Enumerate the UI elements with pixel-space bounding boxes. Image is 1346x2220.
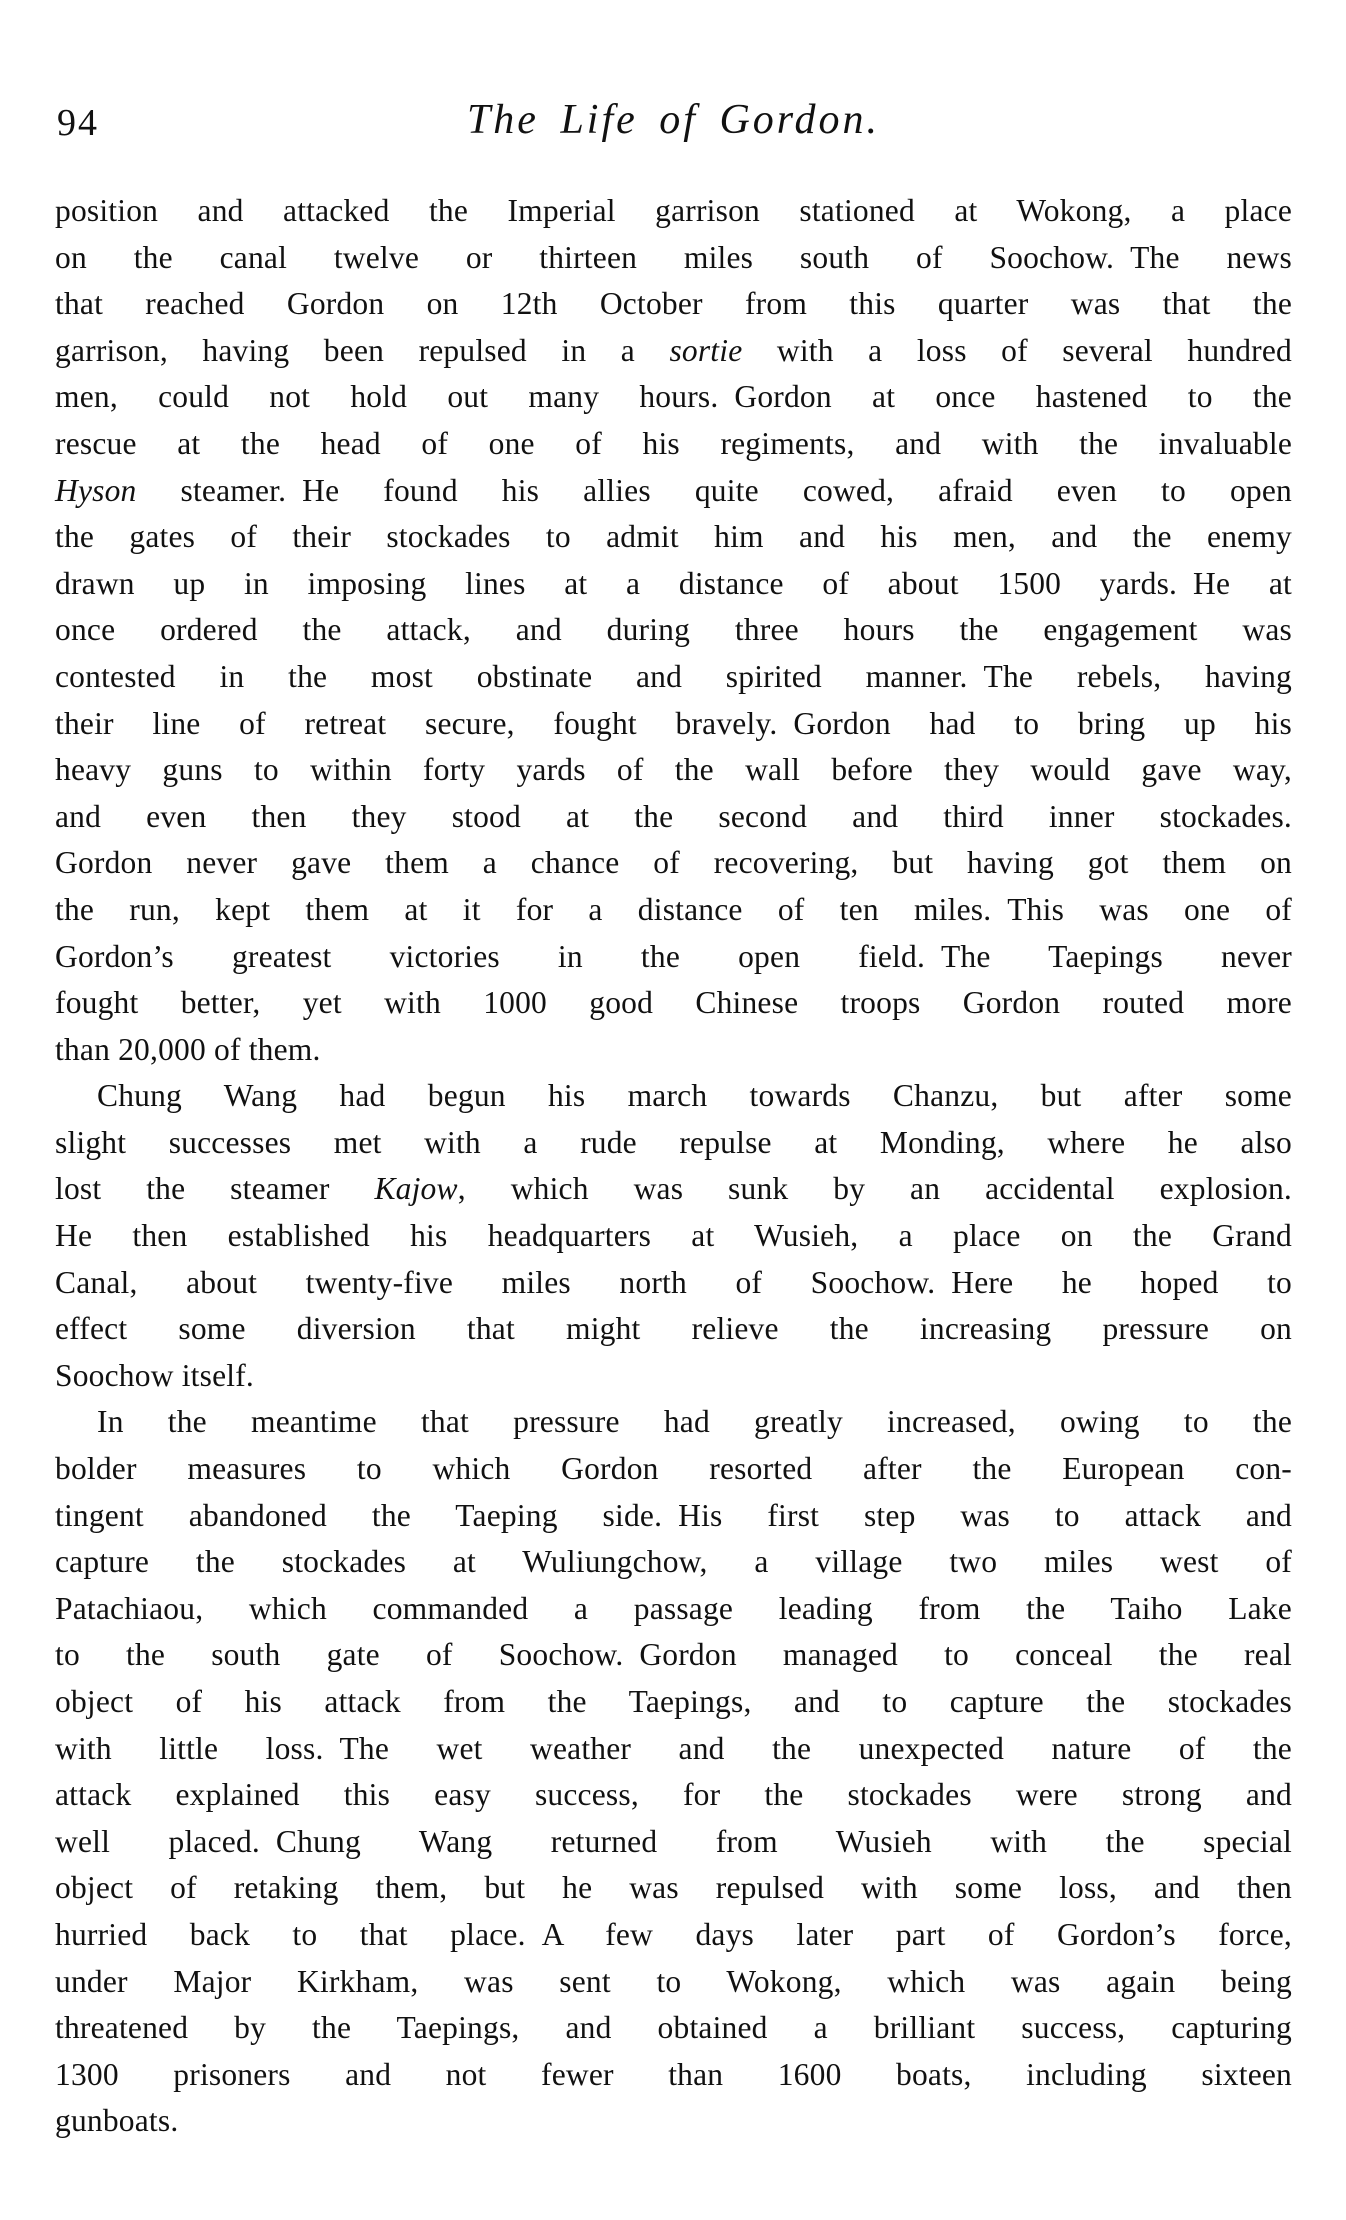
text-line: on the canal twelve or thirteen miles south of Soochow. The news xyxy=(55,239,1292,275)
text-line: attack explained this easy success, for the stockades were strong and xyxy=(55,1777,1292,1813)
text-line: Patachiaou, which commanded a passage leading from the Taiho Lake xyxy=(55,1590,1292,1626)
text-line: Chung Wang had begun his march towards Chanzu, but after some xyxy=(97,1078,1292,1114)
text-line: capture the stockades at Wuliungchow, a village two miles west of xyxy=(55,1544,1292,1580)
text-line: Soochow itself. xyxy=(55,1357,254,1393)
text-line: once ordered the attack, and during three hours the engagement was xyxy=(55,612,1292,648)
text-line: threatened by the Taepings, and obtained a brilliant success, capturing xyxy=(55,2010,1292,2046)
text-line: In the meantime that pressure had greatly increased, owing to the xyxy=(97,1404,1292,1440)
text-line: Hyson steamer. He found his allies quite cowed, afraid even to open xyxy=(55,472,1292,508)
text-line: tingent abandoned the Taeping side. His first step was to attack and xyxy=(55,1497,1292,1533)
page-number: 94 xyxy=(57,102,99,144)
text-line: Gordon never gave them a chance of recovering, but having got them on xyxy=(55,845,1292,881)
text-line: rescue at the head of one of his regiments, and with the invaluable xyxy=(55,425,1292,461)
text-line: their line of retreat secure, fought bravely. Gordon had to bring up his xyxy=(55,705,1292,741)
text-line: and even then they stood at the second and third inner stockades. xyxy=(55,798,1292,834)
text-line: Gordon’s greatest victories in the open field. The Taepings never xyxy=(55,938,1292,974)
text-line: under Major Kirkham, was sent to Wokong, which was again being xyxy=(55,1963,1292,1999)
text-line: effect some diversion that might relieve the increasing pressure on xyxy=(55,1311,1292,1347)
text-line: 1300 prisoners and not fewer than 1600 boats, including sixteen xyxy=(55,2056,1292,2092)
text-line: the gates of their stockades to admit him and his men, and the enemy xyxy=(55,519,1292,555)
text-line: gunboats. xyxy=(55,2103,179,2139)
text-line: hurried back to that place. A few days later part of Gordon’s force, xyxy=(55,1916,1292,1952)
text-line: heavy guns to within forty yards of the wall before they would gave way, xyxy=(55,752,1292,788)
text-line: position and attacked the Imperial garrison stationed at Wokong, a place xyxy=(55,193,1292,228)
text-line: the run, kept them at it for a distance of ten miles. This was one of xyxy=(55,891,1292,927)
running-title: The Life of Gordon. xyxy=(466,97,881,143)
text-line: that reached Gordon on 12th October from this quarter was that the xyxy=(55,286,1292,322)
running-header xyxy=(55,96,1292,166)
paragraph xyxy=(55,1073,1292,1399)
text-line: than 20,000 of them. xyxy=(55,1031,321,1067)
text-line: object of retaking them, but he was repulsed with some loss, and then xyxy=(55,1870,1292,1906)
page-body xyxy=(55,188,1292,2145)
paragraph xyxy=(55,188,1292,1073)
text-line: well placed. Chung Wang returned from Wusieh with the special xyxy=(55,1823,1292,1859)
text-line: slight successes met with a rude repulse at Monding, where he also xyxy=(55,1124,1292,1160)
text-line: men, could not hold out many hours. Gordon at once hastened to the xyxy=(55,379,1292,415)
text-line: Canal, about twenty-five miles north of Soochow. Here he hoped to xyxy=(55,1264,1292,1300)
text-line: lost the steamer Kajow, which was sunk by an accidental explosion. xyxy=(55,1171,1292,1207)
text-line: with little loss. The wet weather and the unexpected nature of the xyxy=(55,1730,1292,1766)
text-line: object of his attack from the Taepings, and to capture the stockades xyxy=(55,1684,1292,1719)
text-line: to the south gate of Soochow. Gordon managed to conceal the real xyxy=(55,1637,1292,1673)
text-line: contested in the most obstinate and spirited manner. The rebels, having xyxy=(55,658,1292,694)
text-line: drawn up in imposing lines at a distance of about 1500 yards. He at xyxy=(55,565,1292,601)
text-line: garrison, having been repulsed in a sortie with a loss of several hundred xyxy=(55,332,1292,368)
text-line: fought better, yet with 1000 good Chinese troops Gordon routed more xyxy=(55,985,1292,1021)
text-line: He then established his headquarters at Wusieh, a place on the Grand xyxy=(55,1218,1292,1254)
text-line: bolder measures to which Gordon resorted after the European con- xyxy=(55,1451,1292,1487)
paragraph xyxy=(55,1399,1292,2145)
